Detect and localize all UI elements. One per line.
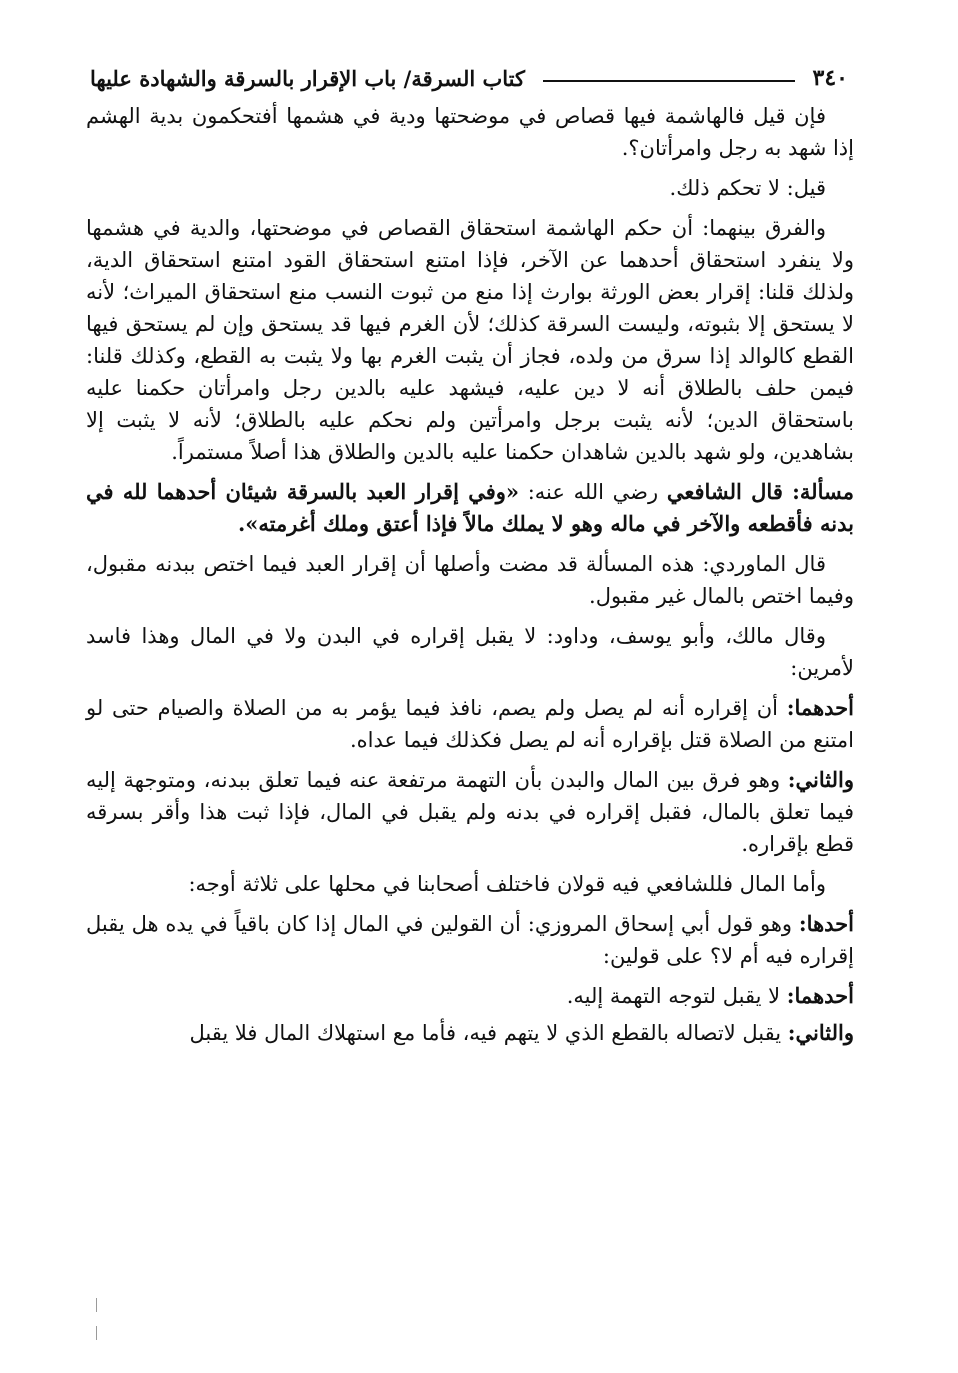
paragraph-text: قال الماوردي: هذه المسألة قد مضت وأصلها أن إقرار العبد فيما اختص ببدنه مقبول، وفيما اختص بالمال غير مقبول. <box>86 552 854 608</box>
header-rule <box>543 80 795 82</box>
paragraph <box>86 212 854 468</box>
paragraph-lead: والثاني: <box>787 767 854 792</box>
paragraph <box>86 100 854 164</box>
paragraph-lead: أحدهما: <box>786 695 855 720</box>
paragraph-text: لا يقبل لتوجه التهمة إليه. <box>566 984 781 1008</box>
paragraph <box>86 172 854 204</box>
paragraph-text: قيل: لا تحكم ذلك. <box>669 176 826 200</box>
scan-mark <box>96 1326 97 1340</box>
paragraph <box>86 620 854 684</box>
header-title: كتاب السرقة/ باب الإقرار بالسرقة والشهادة عليها <box>90 65 526 91</box>
paragraph-lead: أحدها: <box>798 911 854 936</box>
paragraph <box>86 1017 854 1049</box>
paragraph <box>86 868 854 900</box>
shafii-quote: «وفي إقرار العبد بالسرقة شيئان أحدهما لله في بدنه فأقطعه والآخر في ماله وهو لا يملك مالاً فإذا أعتق وملك أغرمته». <box>86 479 854 536</box>
paragraph-lead: أحدهما: <box>786 983 854 1008</box>
paragraph-text: أن إقراره أنه لم يصل ولم يصم، نافذ فيما يؤمر به من الصلاة والصيام حتى لو امتنع من الصلاة قتل بإقراره أنه لم يصل فكذلك فيما عداه. <box>86 696 854 752</box>
paragraph-text: رضي الله عنه: <box>527 480 659 504</box>
page-body <box>86 100 854 1054</box>
page-number: ٣٤٠ <box>812 65 848 91</box>
paragraph-text: وهو فرق بين المال والبدن بأن التهمة مرتفعة عنه فيما تعلق ببدنه، ومتوجهة إليه فيما تعلق بالمال، فقبل إقراره في بدنه ولم يقبل في المال، فإذا ثبت هذا وأقر بسرقه قطع بإقراره. <box>86 768 854 856</box>
paragraph-text: والفرق بينهما: أن حكم الهاشمة استحقاق القصاص في موضحتها، والدية في هشمها ولا ينفرد استحقاق أحدهما عن الآخر، فإذا امتنع استحقاق القود امتنع استحقاق الدية، ولذلك قلنا: إقرار بعض الورثة بوارث إذا منع من ثبوت النسب منع استحقاق الميراث؛ لأنه لا يستحق إلا بثبوته، وليست السرقة كذلك؛ لأن الغرم فيها قد يستحق وإن لم يستحق فيها القطع كالوالد إذا سرق من ولده، فجاز أن يثبت الغرم بها ولا يثبت به القطع، وكذلك قلنا: فيمن حلف بالطلاق أنه لا دين عليه، فيشهد عليه بالدين رجل وامرأتان حكمنا عليه باستحقاق الدين؛ لأنه يثبت برجل وامرأتين ولم نحكم عليه بالطلاق؛ لأنه لا يثبت إلا بشاهدين، ولو شهد بالدين شاهدان حكمنا عليه بالدين والطلاق هذا أصلاً مستمراً. <box>86 216 854 464</box>
paragraph-lead: والثاني: <box>787 1020 854 1045</box>
running-header <box>90 58 848 98</box>
paragraph <box>86 980 854 1012</box>
paragraph-text: فإن قيل فالهاشمة فيها قصاص في موضحتها ودية في هشمها أفتحكمون بدية الهشم إذا شهد به رجل وامرأتان؟. <box>86 104 854 160</box>
scan-mark <box>96 1298 97 1312</box>
paragraph-text: وأما المال فللشافعي فيه قولان فاختلف أصحابنا في محلها على ثلاثة أوجه: <box>188 872 826 896</box>
paragraph-text: وهو قول أبي إسحاق المروزي: أن القولين في المال إذا كان باقياً في يده هل يقبل إقراره فيه أم لا؟ على قولين: <box>86 912 854 968</box>
paragraph <box>86 908 854 972</box>
masala-heading: مسألة: قال الشافعي <box>666 479 854 504</box>
paragraph <box>86 692 854 756</box>
paragraph-text: وقال مالك، وأبو يوسف، وداود: لا يقبل إقراره في البدن ولا في المال وهذا فاسد لأمرين: <box>86 624 854 680</box>
paragraph <box>86 548 854 612</box>
paragraph <box>86 764 854 860</box>
paragraph-text: يقبل لاتصاله بالقطع الذي لا يتهم فيه، فأما مع استهلاك المال فلا يقبل <box>189 1021 782 1045</box>
masala-paragraph <box>86 476 854 540</box>
